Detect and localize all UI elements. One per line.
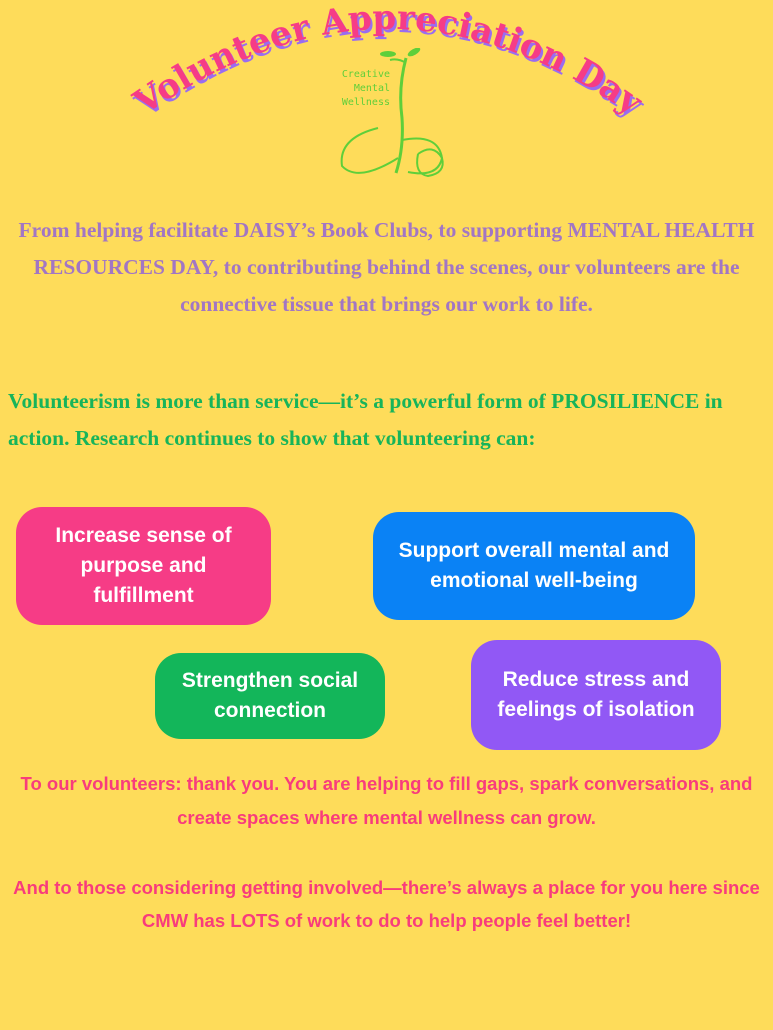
sprout-icon (318, 48, 458, 178)
header (0, 0, 773, 200)
research-paragraph: Volunteerism is more than service—it’s a powerful form of PROSILIENCE in action. Research continues to show that volunteering can: (8, 389, 723, 450)
logo-line3: Wellness (341, 97, 390, 108)
benefits-area (0, 507, 773, 757)
logo-line2: Mental (353, 83, 390, 94)
invite-paragraph: And to those considering getting involved—there’s always a place for you here since CMW has LOTS of work to do to help people feel better! (13, 877, 760, 931)
benefit-stress: Reduce stress and feelings of isolation (471, 640, 721, 750)
logo-line1: Creative (341, 69, 390, 80)
thanks-paragraph: To our volunteers: thank you. You are helping to fill gaps, spark conversations, and create spaces where mental wellness can grow. (20, 773, 753, 828)
benefit-purpose: Increase sense of purpose and fulfillment (16, 507, 271, 625)
benefit-connection: Strengthen social connection (155, 653, 385, 739)
benefit-wellbeing: Support overall mental and emotional well-being (373, 512, 695, 620)
creative-mental-wellness-logo (318, 48, 458, 178)
intro-paragraph: From helping facilitate DAISY’s Book Clubs, to supporting MENTAL HEALTH RESOURCES DAY, to contributing behind the scenes, our volunteers are the connective tissue that brings our work to life. (18, 218, 755, 316)
title-text: Volunteer Appreciation Day (126, 0, 650, 123)
